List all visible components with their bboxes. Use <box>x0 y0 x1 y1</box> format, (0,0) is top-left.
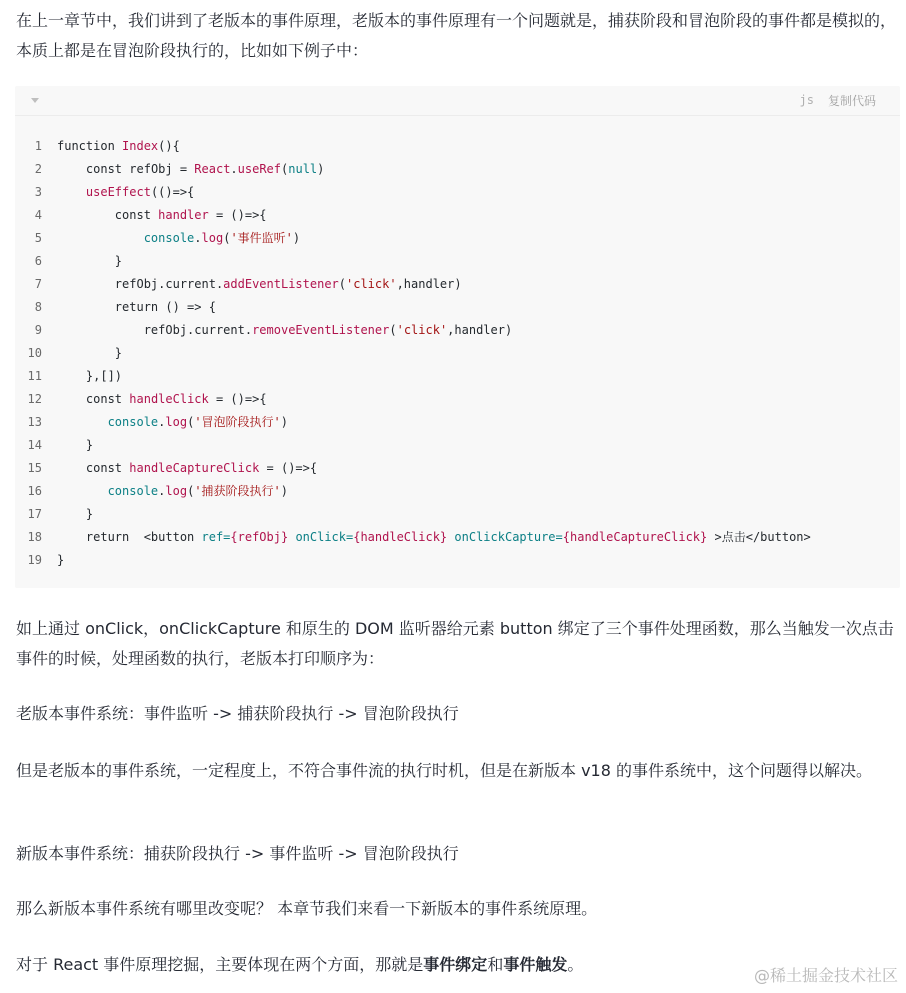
line-number: 15 <box>27 461 42 475</box>
code-indent <box>57 185 86 199</box>
code-token: null <box>288 162 318 176</box>
code-token: removeEventListener <box>252 323 390 337</box>
code-token: {handleClick} <box>353 530 448 544</box>
line-number: 10 <box>27 346 42 360</box>
code-token: handler <box>158 208 209 222</box>
code-token: handleClick <box>129 392 209 406</box>
code-token: React <box>194 162 231 176</box>
line-number: 13 <box>27 415 42 429</box>
code-token: '冒泡阶段执行' <box>194 415 281 429</box>
line-number: 6 <box>34 254 42 268</box>
old-order-paragraph: 老版本事件系统：事件监听 -> 捕获阶段执行 -> 冒泡阶段执行 <box>16 704 459 723</box>
code-indent <box>57 369 86 383</box>
line-number: 12 <box>27 392 42 406</box>
code-token: . <box>230 162 238 176</box>
code-indent <box>57 277 115 291</box>
question-paragraph: 那么新版本事件系统有哪里改变呢？ 本章节我们来看一下新版本的事件系统原理。 <box>16 899 598 918</box>
code-token: log <box>201 231 224 245</box>
code-line <box>15 503 900 526</box>
code-line <box>15 227 900 250</box>
code-indent <box>57 323 144 337</box>
code-token: refObj = <box>129 162 195 176</box>
code-line <box>15 526 900 549</box>
code-token: ( <box>187 415 195 429</box>
line-number: 4 <box>34 208 42 222</box>
code-line <box>15 319 900 342</box>
code-token: onClick= <box>295 530 354 544</box>
code-language-label: js <box>799 93 814 107</box>
code-token: '事件监听' <box>230 231 293 245</box>
code-token: const <box>114 208 159 222</box>
new-order-paragraph: 新版本事件系统：捕获阶段执行 -> 事件监听 -> 冒泡阶段执行 <box>16 844 459 863</box>
code-token: } <box>85 438 94 452</box>
code-line <box>15 158 900 181</box>
code-token: } <box>114 346 123 360</box>
code-token: useRef <box>237 162 282 176</box>
code-token: const <box>85 162 130 176</box>
line-number: 2 <box>34 162 42 176</box>
code-token: console <box>107 415 159 429</box>
code-token: () => { <box>165 300 216 314</box>
code-token: ( <box>389 323 397 337</box>
code-line <box>15 457 900 480</box>
code-indent <box>57 484 108 498</box>
code-token: onClickCapture= <box>454 530 563 544</box>
watermark: @稀土掘金技术社区 <box>753 966 898 985</box>
line-number: 1 <box>34 139 42 153</box>
code-token: = ()=>{ <box>259 461 318 475</box>
code-token: . <box>194 231 202 245</box>
code-line <box>15 365 900 388</box>
intro-paragraph: 在上一章节中，我们讲到了老版本的事件原理，老版本的事件原理有一个问题就是，捕获阶段和冒泡阶段的事件都是模拟的，本质上都是在冒泡阶段执行的，比如如下例子中： <box>16 11 897 60</box>
code-token: } <box>57 553 65 567</box>
code-token: (()=>{ <box>150 185 195 199</box>
code-indent <box>57 530 86 544</box>
code-body <box>15 135 900 572</box>
code-token: ref= <box>201 530 231 544</box>
code-token: return <box>85 530 144 544</box>
code-indent <box>57 392 86 406</box>
code-token: refObj.current. <box>143 323 253 337</box>
explanation-paragraph: 如上通过 onClick，onClickCapture 和原生的 DOM 监听器给元素 button 绑定了三个事件处理函数，那么当触发一次点击事件的时候，处理函数的执行，老版本打印顺序为： <box>16 619 894 668</box>
line-number: 3 <box>34 185 42 199</box>
bold-event-trigger: 事件触发 <box>503 955 568 974</box>
code-indent <box>57 438 86 452</box>
code-token: . <box>158 415 166 429</box>
code-token: console <box>143 231 195 245</box>
code-token: const <box>85 461 130 475</box>
code-token: console <box>107 484 159 498</box>
code-token: useEffect <box>85 185 151 199</box>
code-token: ) <box>280 484 288 498</box>
collapse-chevron-icon[interactable] <box>31 98 39 103</box>
code-token: log <box>165 484 188 498</box>
code-line <box>15 342 900 365</box>
code-line <box>15 181 900 204</box>
code-token: = ()=>{ <box>208 392 267 406</box>
code-line <box>15 411 900 434</box>
code-line <box>15 250 900 273</box>
code-token: ( <box>338 277 346 291</box>
code-token: ,handler) <box>396 277 462 291</box>
code-token: function <box>57 139 123 153</box>
line-number: 18 <box>27 530 42 544</box>
code-token: ) <box>280 415 288 429</box>
code-token: log <box>165 415 188 429</box>
code-token: } <box>85 507 94 521</box>
code-token: handleCaptureClick <box>129 461 260 475</box>
final-suffix: 。 <box>567 955 584 974</box>
code-line <box>15 388 900 411</box>
line-number: 7 <box>34 277 42 291</box>
code-line <box>15 549 900 572</box>
line-number: 14 <box>27 438 42 452</box>
code-indent <box>57 507 86 521</box>
code-line <box>15 434 900 457</box>
code-token: Index <box>122 139 159 153</box>
code-indent <box>57 461 86 475</box>
code-line <box>15 273 900 296</box>
code-indent <box>57 231 144 245</box>
code-indent <box>57 254 115 268</box>
code-token: {handleCaptureClick} <box>562 530 708 544</box>
copy-code-button[interactable]: 复制代码 <box>827 94 876 108</box>
line-number: 8 <box>34 300 42 314</box>
code-token: } <box>114 254 123 268</box>
line-number: 17 <box>27 507 42 521</box>
code-indent <box>57 208 115 222</box>
code-token: ( <box>281 162 289 176</box>
code-token: . <box>158 484 166 498</box>
problem-paragraph: 但是老版本的事件系统，一定程度上，不符合事件流的执行时机，但是在新版本 v18 的事件系统中，这个问题得以解决。 <box>16 761 873 780</box>
code-line <box>15 204 900 227</box>
line-number: 19 <box>27 553 42 567</box>
code-token: ) <box>292 231 301 245</box>
code-line <box>15 480 900 503</box>
code-token: ,handler) <box>447 323 513 337</box>
code-line <box>15 296 900 319</box>
code-token: >点击</button> <box>707 530 811 544</box>
final-middle: 和 <box>487 955 504 974</box>
code-token: ) <box>317 162 325 176</box>
bold-event-binding: 事件绑定 <box>423 955 488 974</box>
line-number: 5 <box>34 231 42 245</box>
code-token: return <box>114 300 166 314</box>
code-indent <box>57 415 108 429</box>
code-indent <box>57 162 86 176</box>
line-number: 9 <box>34 323 42 337</box>
code-token: refObj.current. <box>114 277 224 291</box>
code-token: 'click' <box>346 277 397 291</box>
code-token: ( <box>187 484 195 498</box>
code-token: const <box>85 392 130 406</box>
final-prefix: 对于 React 事件原理挖掘，主要体现在两个方面，那就是 <box>16 955 424 974</box>
code-token: <button <box>143 530 202 544</box>
code-token: = ()=>{ <box>208 208 267 222</box>
line-number: 11 <box>27 369 42 383</box>
line-number: 16 <box>27 484 42 498</box>
code-token: 'click' <box>396 323 448 337</box>
code-token: ( <box>223 231 231 245</box>
code-line <box>15 135 900 158</box>
code-indent <box>57 300 115 314</box>
code-token: (){ <box>158 139 180 153</box>
code-indent <box>57 346 115 360</box>
code-token: '捕获阶段执行' <box>194 484 281 498</box>
code-token: },[]) <box>85 369 123 383</box>
code-block-header <box>15 86 900 116</box>
code-block <box>15 86 900 588</box>
code-token: addEventListener <box>223 277 339 291</box>
code-token: {refObj} <box>230 530 289 544</box>
